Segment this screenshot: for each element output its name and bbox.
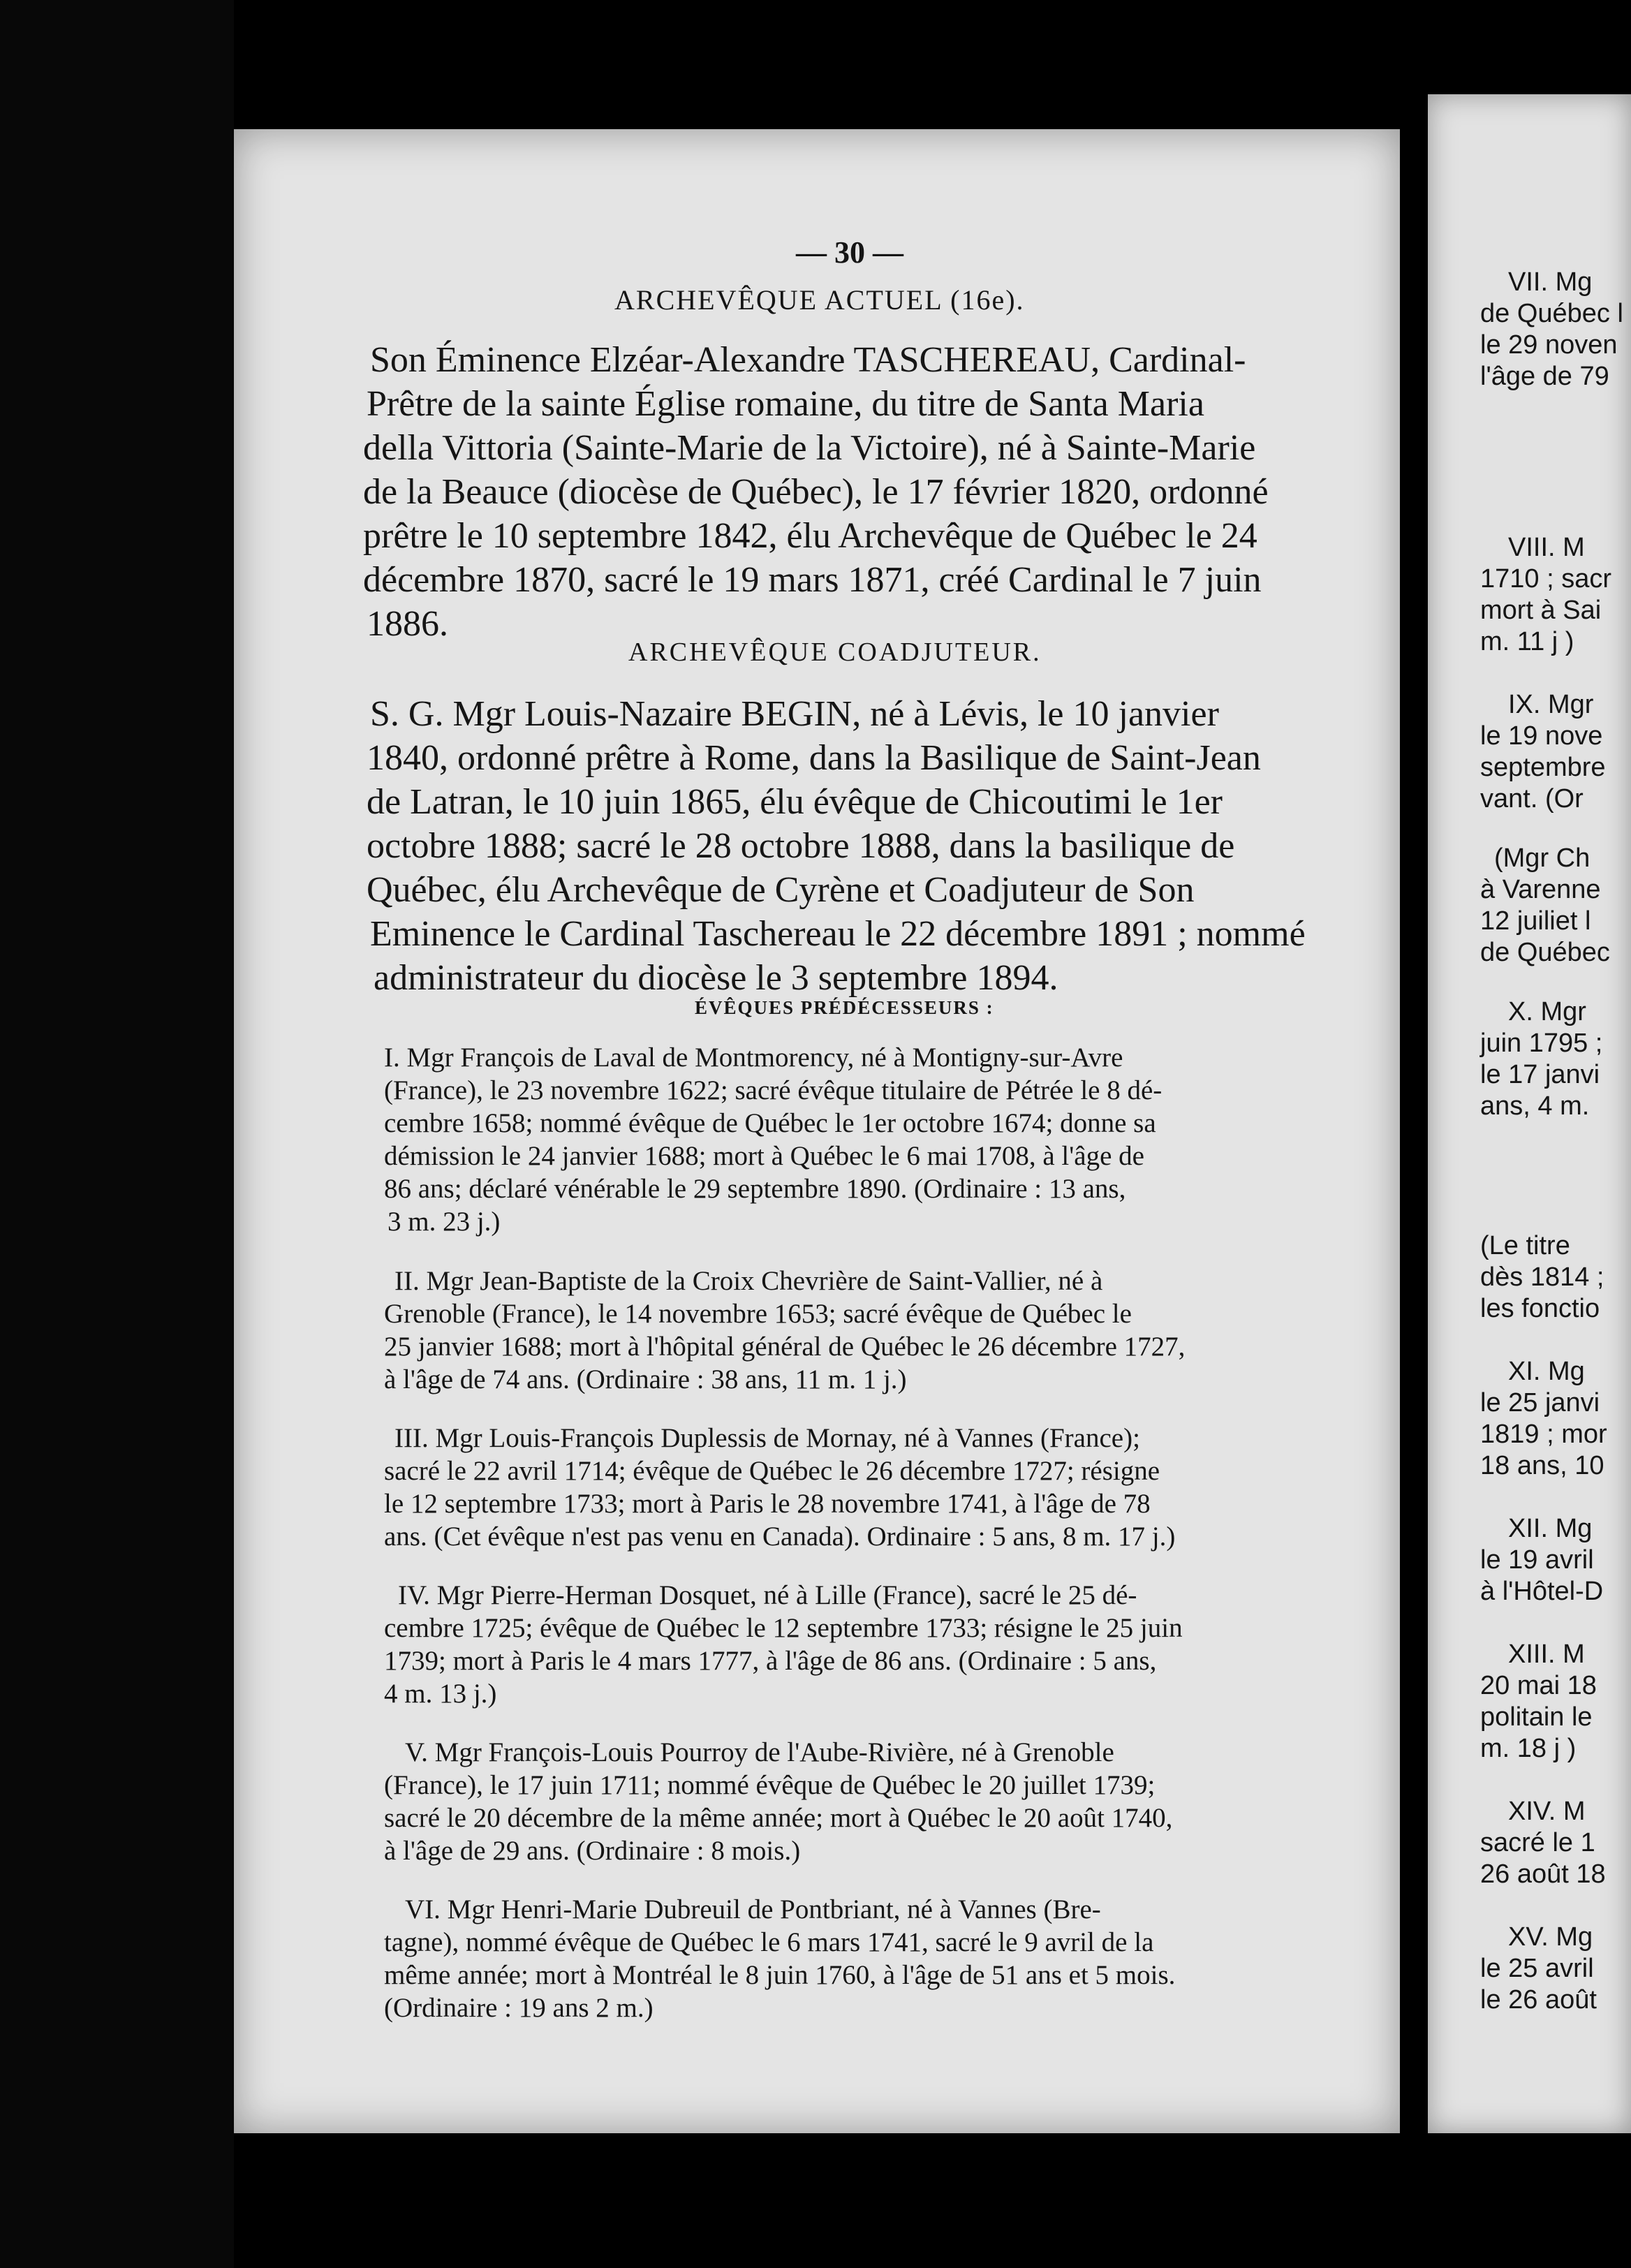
text-line: sacré le 1 (1480, 1828, 1595, 1857)
heading-archeveque-actuel: ARCHEVÊQUE ACTUEL (16e). (614, 284, 1025, 316)
text-line: Prêtre de la sainte Église romaine, du titre de Santa Maria (367, 384, 1204, 424)
text-line: politain le (1480, 1702, 1593, 1732)
text-line: XI. Mg (1508, 1357, 1585, 1386)
text-line: le 19 avril (1480, 1545, 1594, 1575)
text-line: Québec, élu Archevêque de Cyrène et Coadjuteur de Son (367, 870, 1195, 910)
text-line: à l'âge de 74 ans. (Ordinaire : 38 ans, 11 m. 1 j.) (384, 1364, 907, 1394)
text-line: (Le titre (1480, 1231, 1570, 1260)
text-line: m. 11 j ) (1480, 627, 1574, 656)
text-line: ans. (Cet évêque n'est pas venu en Canada). Ordinaire : 5 ans, 8 m. 17 j.) (384, 1522, 1176, 1552)
text-line: sacré le 20 décembre de la même année; mort à Québec le 20 août 1740, (384, 1803, 1173, 1833)
text-line: l'âge de 79 (1480, 362, 1609, 391)
text-line: juin 1795 ; (1480, 1029, 1603, 1058)
text-line: ans, 4 m. (1480, 1091, 1590, 1121)
text-line: 12 juiliet l (1480, 906, 1591, 936)
text-line: octobre 1888; sacré le 28 octobre 1888, dans la basilique de (367, 826, 1235, 866)
text-line: le 25 avril (1480, 1954, 1594, 1983)
text-line: 25 janvier 1688; mort à l'hôpital général de Québec le 26 décembre 1727, (384, 1332, 1186, 1362)
text-line: VIII. M (1508, 533, 1585, 562)
text-line: les fonctio (1480, 1294, 1600, 1323)
text-line: 18 ans, 10 (1480, 1451, 1604, 1480)
text-line: de Québec l (1480, 299, 1623, 328)
text-line: 4 m. 13 j.) (384, 1679, 497, 1709)
text-line: Eminence le Cardinal Taschereau le 22 décembre 1891 ; nommé (370, 914, 1306, 954)
heading-eveques-predecesseurs: ÉVÊQUES PRÉDÉCESSEURS : (695, 997, 994, 1018)
text-line: (France), le 23 novembre 1622; sacré évêque titulaire de Pétrée le 8 dé- (384, 1075, 1163, 1105)
text-line: (Ordinaire : 19 ans 2 m.) (384, 1993, 654, 2023)
text-line: Son Éminence Elzéar-Alexandre TASCHEREAU, Cardinal- (370, 340, 1246, 380)
text-line: le 17 janvi (1480, 1060, 1600, 1089)
text-line: septembre (1480, 753, 1606, 782)
text-line: della Vittoria (Sainte-Marie de la Victoire), né à Sainte-Marie (363, 428, 1256, 468)
scan-left-margin (0, 0, 234, 2268)
text-line: cembre 1658; nommé évêque de Québec le 1er octobre 1674; donne sa (384, 1108, 1156, 1138)
text-line: XIV. M (1508, 1797, 1586, 1826)
right-page-fragment (1428, 94, 1631, 2133)
text-line: tagne), nommé évêque de Québec le 6 mars 1741, sacré le 9 avril de la (384, 1927, 1154, 1957)
text-line: vant. (Or (1480, 784, 1584, 813)
text-line: sacré le 22 avril 1714; évêque de Québec le 26 décembre 1727; résigne (384, 1456, 1160, 1486)
text-line: 1739; mort à Paris le 4 mars 1777, à l'âge de 86 ans. (Ordinaire : 5 ans, (384, 1646, 1157, 1676)
text-line: S. G. Mgr Louis-Nazaire BEGIN, né à Lévis, le 10 janvier (370, 694, 1219, 734)
heading-archeveque-coadjuteur: ARCHEVÊQUE COADJUTEUR. (628, 638, 1042, 667)
text-line: 20 mai 18 (1480, 1671, 1597, 1700)
text-line: le 29 noven (1480, 330, 1618, 360)
text-line: IV. Mgr Pierre-Herman Dosquet, né à Lille (France), sacré le 25 dé- (398, 1580, 1137, 1610)
text-line: (Mgr Ch (1494, 844, 1591, 873)
text-line: à l'âge de 29 ans. (Ordinaire : 8 mois.) (384, 1836, 801, 1866)
text-line: de Latran, le 10 juin 1865, élu évêque de Chicoutimi le 1er (367, 782, 1223, 822)
page-number: — 30 — (796, 235, 903, 270)
text-line: VII. Mg (1508, 267, 1593, 297)
left-page (234, 129, 1400, 2133)
text-line: administrateur du diocèse le 3 septembre 1894. (374, 958, 1058, 998)
text-line: le 19 nove (1480, 721, 1603, 751)
text-line: mort à Sai (1480, 596, 1602, 625)
text-line: 3 m. 23 j.) (388, 1207, 501, 1237)
text-line: 1886. (367, 604, 448, 644)
text-line: dès 1814 ; (1480, 1262, 1604, 1292)
text-line: même année; mort à Montréal le 8 juin 1760, à l'âge de 51 ans et 5 mois. (384, 1960, 1176, 1990)
text-line: démission le 24 janvier 1688; mort à Québec le 6 mai 1708, à l'âge de (384, 1141, 1144, 1171)
text-line: XII. Mg (1508, 1514, 1593, 1543)
text-line: à l'Hôtel-D (1480, 1577, 1604, 1606)
text-line: de Québec (1480, 938, 1610, 967)
text-line: III. Mgr Louis-François Duplessis de Mornay, né à Vannes (France); (394, 1423, 1140, 1453)
text-line: XIII. M (1508, 1640, 1585, 1669)
text-line: (France), le 17 juin 1711; nommé évêque de Québec le 20 juillet 1739; (384, 1770, 1156, 1800)
text-line: le 25 janvi (1480, 1388, 1600, 1418)
text-line: IX. Mgr (1508, 690, 1594, 719)
text-line: X. Mgr (1508, 997, 1586, 1026)
text-line: 26 août 18 (1480, 1860, 1606, 1889)
text-line: V. Mgr François-Louis Pourroy de l'Aube-Rivière, né à Grenoble (405, 1737, 1114, 1767)
text-line: cembre 1725; évêque de Québec le 12 septembre 1733; résigne le 25 juin (384, 1613, 1183, 1643)
text-line: VI. Mgr Henri-Marie Dubreuil de Pontbriant, né à Vannes (Bre- (405, 1894, 1101, 1924)
text-line: le 26 août (1480, 1985, 1597, 2015)
text-line: 1840, ordonné prêtre à Rome, dans la Basilique de Saint-Jean (367, 738, 1261, 778)
text-line: de la Beauce (diocèse de Québec), le 17 février 1820, ordonné (363, 472, 1269, 512)
text-line: Grenoble (France), le 14 novembre 1653; sacré évêque de Québec le (384, 1299, 1132, 1329)
text-line: prêtre le 10 septembre 1842, élu Archevêque de Québec le 24 (363, 516, 1257, 556)
text-line: 86 ans; déclaré vénérable le 29 septembre 1890. (Ordinaire : 13 ans, (384, 1174, 1126, 1204)
text-line: le 12 septembre 1733; mort à Paris le 28 novembre 1741, à l'âge de 78 (384, 1489, 1151, 1519)
text-line: à Varenne (1480, 875, 1601, 904)
text-line: 1710 ; sacr (1480, 564, 1611, 594)
text-line: m. 18 j ) (1480, 1734, 1577, 1763)
text-line: 1819 ; mor (1480, 1420, 1607, 1449)
text-line: II. Mgr Jean-Baptiste de la Croix Chevrière de Saint-Vallier, né à (394, 1266, 1103, 1296)
text-line: décembre 1870, sacré le 19 mars 1871, créé Cardinal le 7 juin (363, 560, 1262, 600)
text-line: I. Mgr François de Laval de Montmorency, né à Montigny-sur-Avre (384, 1043, 1123, 1073)
text-line: XV. Mg (1508, 1922, 1593, 1952)
